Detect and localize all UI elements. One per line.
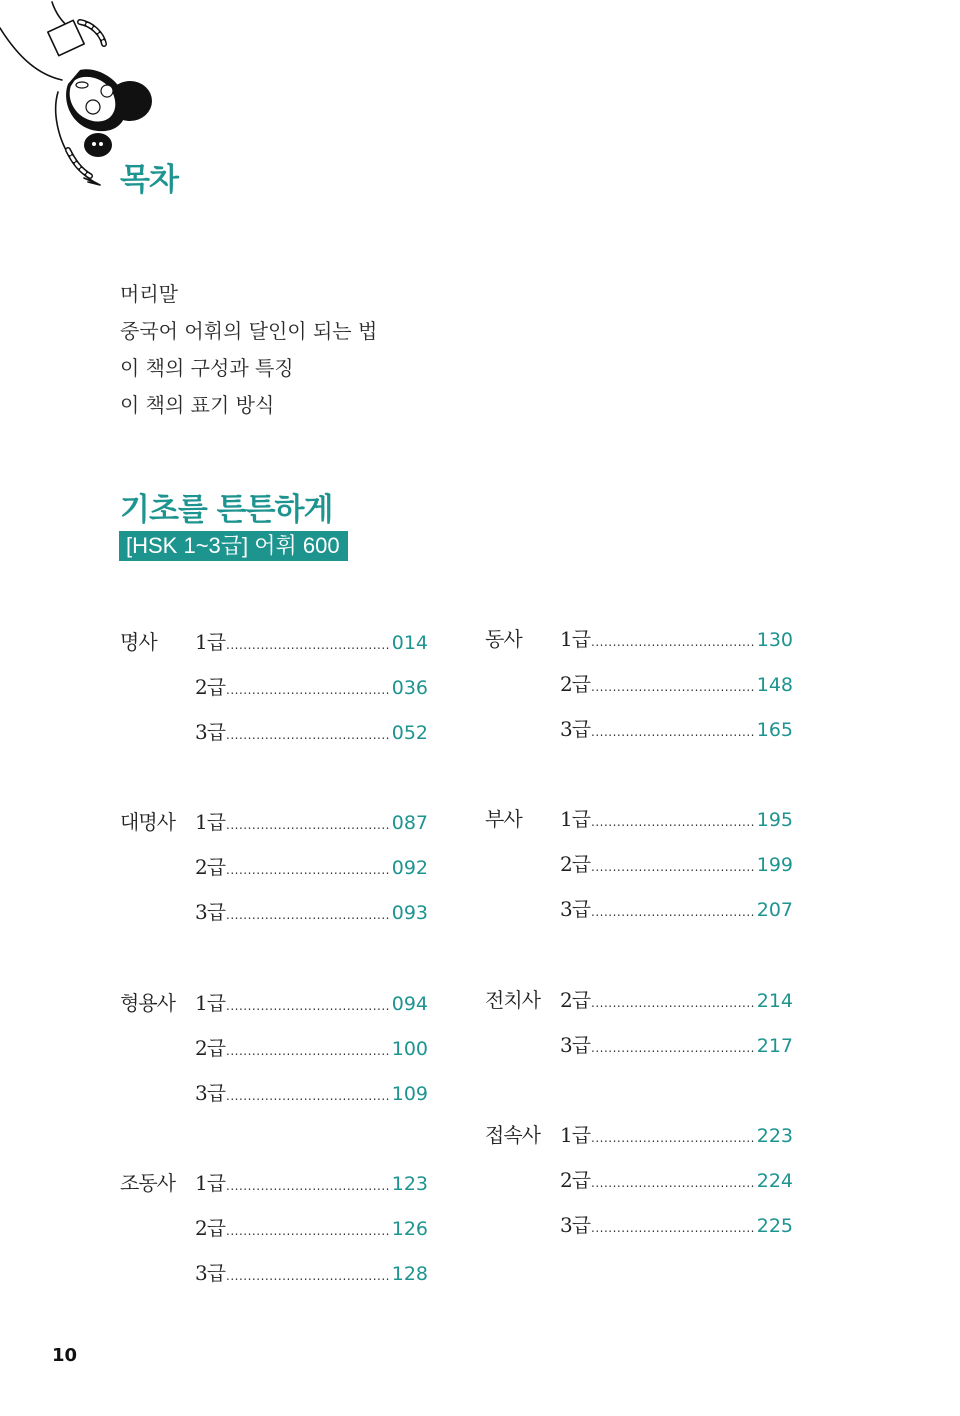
toc-page: 094 [391,993,428,1015]
page-number: 10 [52,1345,78,1366]
toc-level: 3급 [560,897,591,921]
dot-leader [591,905,755,919]
dot-leader [226,1044,390,1058]
toc-level: 3급 [560,1033,591,1057]
dot-leader [591,635,755,649]
toc-entry[interactable] [195,1077,428,1107]
dot-leader [591,996,755,1010]
toc-page: 092 [391,857,428,879]
toc-category: 부사 [485,807,522,831]
toc-level: 1급 [195,991,226,1015]
toc-entry[interactable] [560,1164,793,1194]
toc-page: 014 [391,632,428,654]
toc-entry[interactable] [560,803,793,833]
toc-entry[interactable] [195,1167,428,1197]
toc-level: 3급 [195,1261,226,1285]
dot-leader [226,818,390,832]
toc-category: 대명사 [120,810,175,834]
toc-category: 명사 [120,630,157,654]
front-matter-item-structure[interactable]: 이 책의 구성과 특징 [120,356,294,380]
toc-page: 195 [756,809,793,831]
toc-page: 148 [756,674,793,696]
toc-level: 1급 [195,1171,226,1195]
toc-page: 100 [391,1038,428,1060]
dot-leader [226,683,390,697]
section-title: 기초를 튼튼하게 [120,492,333,528]
toc-level: 3급 [195,1081,226,1105]
toc-page: 217 [756,1035,793,1057]
toc-page: 052 [391,722,428,744]
toc-entry[interactable] [195,987,428,1017]
dot-leader [226,999,390,1013]
toc-entry[interactable] [195,1032,428,1062]
toc-level: 3급 [195,900,226,924]
toc-level: 2급 [195,675,226,699]
toc-category: 형용사 [120,991,175,1015]
front-matter-list [120,276,377,424]
toc-entry[interactable] [560,848,793,878]
toc-title: 목차 [120,162,178,198]
toc-entry[interactable] [560,893,793,923]
toc-level: 2급 [195,1036,226,1060]
toc-page: 165 [756,719,793,741]
dot-leader [226,1269,390,1283]
toc-page: 123 [391,1173,428,1195]
toc-page: 109 [391,1083,428,1105]
toc-level: 1급 [195,630,226,654]
toc-entry[interactable] [560,623,793,653]
dot-leader [591,1221,755,1235]
dot-leader [226,863,390,877]
toc-page: 207 [756,899,793,921]
toc-entry[interactable] [195,1257,428,1287]
toc-level: 3급 [560,1213,591,1237]
dot-leader [591,815,755,829]
toc-category: 전치사 [485,988,540,1012]
toc-entry[interactable] [560,1029,793,1059]
section-banner: [HSK 1~3급] 어휘 600 [119,531,348,561]
toc-page: 225 [756,1215,793,1237]
front-matter-item-preface[interactable]: 머리말 [120,282,178,306]
dot-leader [226,1089,390,1103]
toc-level: 1급 [195,810,226,834]
toc-page: 130 [756,629,793,651]
dot-leader [591,1041,755,1055]
toc-level: 2급 [560,672,591,696]
toc-category: 조동사 [120,1171,175,1195]
toc-level: 2급 [195,855,226,879]
front-matter-item-how-to[interactable]: 중국어 어휘의 달인이 되는 법 [120,319,378,343]
toc-category: 접속사 [485,1123,540,1147]
toc-category: 동사 [485,627,522,651]
dot-leader [226,1179,390,1193]
dot-leader [591,860,755,874]
toc-entry[interactable] [560,984,793,1014]
toc-entry[interactable] [195,1212,428,1242]
toc-entry[interactable] [560,1209,793,1239]
toc-page: 128 [391,1263,428,1285]
toc-page: 224 [756,1170,793,1192]
dot-leader [226,728,390,742]
toc-level: 3급 [560,717,591,741]
toc-entry[interactable] [560,713,793,743]
toc-level: 1급 [560,1123,591,1147]
toc-entry[interactable] [195,671,428,701]
toc-entry[interactable] [560,1119,793,1149]
toc-page: 214 [756,990,793,1012]
dot-leader [591,1176,755,1190]
toc-entry[interactable] [195,851,428,881]
toc-level: 2급 [195,1216,226,1240]
toc-entry[interactable] [195,806,428,836]
toc-level: 1급 [560,807,591,831]
dot-leader [591,725,755,739]
toc-level: 3급 [195,720,226,744]
toc-page: 087 [391,812,428,834]
toc-entry[interactable] [195,896,428,926]
toc-level: 1급 [560,627,591,651]
toc-level: 2급 [560,852,591,876]
toc-level: 2급 [560,1168,591,1192]
dot-leader [226,638,390,652]
toc-page: 093 [391,902,428,924]
toc-page: 126 [391,1218,428,1240]
toc-entry[interactable] [560,668,793,698]
front-matter-item-notation[interactable]: 이 책의 표기 방식 [120,393,275,417]
dot-leader [591,680,755,694]
toc-page: 036 [391,677,428,699]
dot-leader [226,908,390,922]
toc-entry[interactable] [195,716,428,746]
toc-level: 2급 [560,988,591,1012]
dot-leader [591,1131,755,1145]
dot-leader [226,1224,390,1238]
toc-page: 223 [756,1125,793,1147]
toc-entry[interactable] [195,626,428,656]
toc-page: 199 [756,854,793,876]
